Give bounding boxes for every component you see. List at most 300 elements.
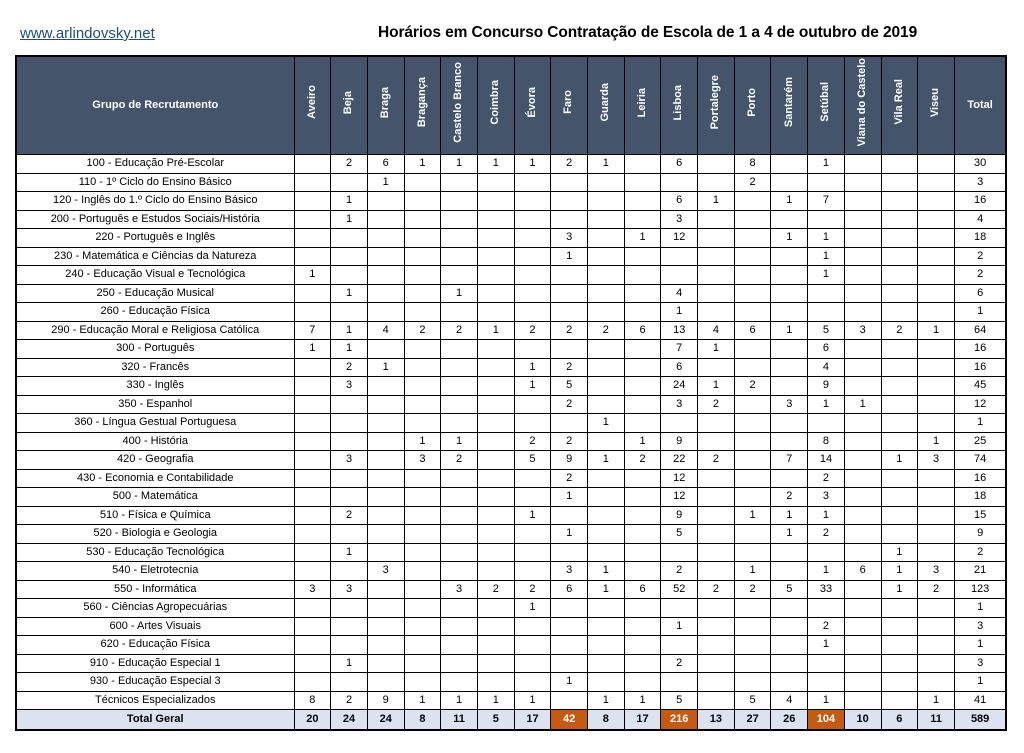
cell-lisboa: 1 [661,303,698,322]
column-header-label: Guarda [599,82,612,122]
cell-coimbra [477,173,514,192]
cell-evora [514,673,551,692]
cell-guarda [588,284,625,303]
cell-porto: 6 [734,321,771,340]
cell-evora [514,636,551,655]
row-total: 3 [954,173,1006,192]
cell-aveiro: 1 [294,266,331,285]
cell-setubal: 1 [808,229,845,248]
cell-viana-do-castelo [844,673,881,692]
column-header-santarem [771,56,808,155]
cell-guarda [588,488,625,507]
cell-guarda: 1 [588,451,625,470]
cell-viana-do-castelo [844,451,881,470]
table-row [16,636,1006,655]
row-label: 930 - Educação Especial 3 [16,673,294,692]
cell-leiria [624,506,661,525]
cell-santarem: 1 [771,525,808,544]
table-row [16,488,1006,507]
cell-braga [367,654,404,673]
cell-castelo-branco: 2 [441,451,478,470]
cell-portalegre: 2 [698,451,735,470]
cell-aveiro [294,192,331,211]
row-label: 520 - Biologia e Geologia [16,525,294,544]
cell-porto: 2 [734,173,771,192]
row-total: 16 [954,469,1006,488]
cell-braganca: 2 [404,321,441,340]
cell-braganca [404,303,441,322]
row-total: 1 [954,414,1006,433]
cell-evora [514,562,551,581]
cell-vila-real [881,210,918,229]
cell-aveiro: 1 [294,340,331,359]
cell-beja [331,636,368,655]
cell-braga: 3 [367,562,404,581]
cell-braga [367,543,404,562]
column-header-setubal [808,56,845,155]
cell-aveiro [294,155,331,174]
cell-viseu: 1 [918,321,955,340]
cell-braganca [404,340,441,359]
cell-leiria [624,488,661,507]
column-header-label: Viana do Castelo [855,58,868,147]
cell-guarda [588,617,625,636]
cell-guarda [588,599,625,618]
cell-porto [734,266,771,285]
cell-beja: 1 [331,210,368,229]
table-row [16,229,1006,248]
cell-faro [551,173,588,192]
cell-coimbra [477,340,514,359]
cell-lisboa [661,247,698,266]
cell-aveiro [294,432,331,451]
cell-evora [514,266,551,285]
total-leiria: 17 [624,710,661,731]
cell-castelo-branco [441,636,478,655]
cell-faro [551,506,588,525]
cell-beja: 1 [331,192,368,211]
cell-braganca [404,173,441,192]
cell-guarda [588,432,625,451]
column-header-label: Coimbra [489,79,502,125]
cell-aveiro [294,284,331,303]
cell-castelo-branco: 3 [441,580,478,599]
cell-setubal [808,654,845,673]
cell-guarda [588,377,625,396]
cell-leiria [624,155,661,174]
total-setubal: 104 [808,710,845,731]
cell-coimbra [477,414,514,433]
cell-braga [367,340,404,359]
cell-santarem [771,358,808,377]
row-total: 1 [954,636,1006,655]
cell-viseu [918,155,955,174]
cell-lisboa: 1 [661,617,698,636]
cell-lisboa: 12 [661,229,698,248]
cell-setubal: 3 [808,488,845,507]
cell-leiria [624,414,661,433]
cell-evora: 1 [514,691,551,710]
cell-viseu [918,247,955,266]
table-row [16,543,1006,562]
cell-castelo-branco [441,673,478,692]
cell-faro [551,266,588,285]
column-header-evora [514,56,551,155]
cell-coimbra: 1 [477,321,514,340]
cell-leiria [624,377,661,396]
cell-viana-do-castelo [844,266,881,285]
cell-castelo-branco [441,488,478,507]
cell-castelo-branco [441,599,478,618]
cell-viseu [918,266,955,285]
cell-setubal [808,414,845,433]
table-row [16,358,1006,377]
row-total: 123 [954,580,1006,599]
cell-braganca [404,192,441,211]
cell-porto: 1 [734,506,771,525]
cell-setubal: 1 [808,155,845,174]
cell-aveiro [294,247,331,266]
cell-castelo-branco [441,377,478,396]
cell-porto: 2 [734,377,771,396]
cell-porto [734,358,771,377]
cell-setubal: 33 [808,580,845,599]
cell-setubal: 2 [808,469,845,488]
cell-porto [734,229,771,248]
row-label: 560 - Ciências Agropecuárias [16,599,294,618]
cell-vila-real [881,469,918,488]
cell-setubal: 5 [808,321,845,340]
cell-porto [734,599,771,618]
cell-braganca [404,358,441,377]
row-label: 100 - Educação Pré-Escolar [16,155,294,174]
cell-leiria [624,192,661,211]
total-porto: 27 [734,710,771,731]
column-header-viana-do-castelo [844,56,881,155]
cell-beja [331,599,368,618]
cell-braga: 4 [367,321,404,340]
cell-viana-do-castelo [844,525,881,544]
column-header-viseu [918,56,955,155]
cell-evora [514,488,551,507]
row-label: 230 - Matemática e Ciências da Natureza [16,247,294,266]
cell-viana-do-castelo [844,580,881,599]
cell-guarda [588,543,625,562]
table-row [16,340,1006,359]
cell-aveiro [294,303,331,322]
cell-beja [331,229,368,248]
cell-braganca [404,414,441,433]
cell-leiria: 1 [624,229,661,248]
cell-beja: 2 [331,358,368,377]
cell-santarem [771,414,808,433]
column-header-label: Santarém [782,77,795,128]
cell-castelo-branco [441,358,478,377]
cell-braganca [404,543,441,562]
cell-viana-do-castelo [844,506,881,525]
cell-beja [331,488,368,507]
row-label: 530 - Educação Tecnológica [16,543,294,562]
cell-braga [367,506,404,525]
cell-braganca [404,229,441,248]
cell-coimbra [477,654,514,673]
cell-castelo-branco [441,414,478,433]
row-label: 300 - Português [16,340,294,359]
table-row [16,432,1006,451]
cell-setubal: 7 [808,192,845,211]
total-lisboa: 216 [661,710,698,731]
cell-vila-real [881,192,918,211]
cell-aveiro [294,673,331,692]
cell-setubal [808,673,845,692]
cell-vila-real [881,303,918,322]
cell-evora: 1 [514,155,551,174]
cell-beja [331,173,368,192]
total-geral-row [16,710,1006,731]
column-header-lisboa [661,56,698,155]
cell-portalegre [698,266,735,285]
cell-lisboa [661,673,698,692]
cell-evora [514,247,551,266]
cell-coimbra [477,506,514,525]
site-link[interactable]: www.arlindovsky.net [20,25,155,42]
cell-braganca [404,247,441,266]
cell-vila-real [881,506,918,525]
cell-evora [514,414,551,433]
cell-setubal: 14 [808,451,845,470]
cell-evora [514,395,551,414]
cell-faro [551,414,588,433]
column-header-label: Porto [745,87,758,117]
cell-lisboa: 3 [661,210,698,229]
cell-coimbra [477,229,514,248]
cell-castelo-branco [441,617,478,636]
cell-faro: 3 [551,562,588,581]
cell-porto [734,247,771,266]
cell-porto [734,673,771,692]
cell-portalegre [698,617,735,636]
cell-viseu [918,173,955,192]
cell-vila-real [881,395,918,414]
cell-evora [514,210,551,229]
cell-leiria [624,210,661,229]
cell-lisboa [661,414,698,433]
cell-leiria [624,358,661,377]
cell-vila-real [881,155,918,174]
cell-beja [331,395,368,414]
cell-leiria [624,340,661,359]
cell-beja: 3 [331,580,368,599]
column-header-label: Lisboa [672,84,685,120]
cell-coimbra [477,266,514,285]
row-total: 2 [954,266,1006,285]
cell-faro: 2 [551,155,588,174]
row-label: 420 - Geografia [16,451,294,470]
cell-viana-do-castelo [844,284,881,303]
cell-vila-real [881,525,918,544]
cell-leiria [624,303,661,322]
row-total: 18 [954,488,1006,507]
cell-viseu [918,543,955,562]
cell-braganca [404,617,441,636]
cell-portalegre [698,229,735,248]
cell-aveiro [294,488,331,507]
row-label: 110 - 1º Ciclo do Ensino Básico [16,173,294,192]
cell-vila-real [881,636,918,655]
cell-vila-real [881,691,918,710]
cell-coimbra [477,525,514,544]
cell-aveiro: 3 [294,580,331,599]
total-coimbra: 5 [477,710,514,731]
column-header-label: Setúbal [819,82,832,123]
cell-evora [514,173,551,192]
cell-lisboa: 2 [661,654,698,673]
row-total: 3 [954,617,1006,636]
cell-porto [734,525,771,544]
table-row [16,469,1006,488]
cell-vila-real: 1 [881,451,918,470]
cell-portalegre [698,247,735,266]
cell-guarda [588,247,625,266]
cell-braganca [404,284,441,303]
table-row [16,599,1006,618]
table-row [16,284,1006,303]
cell-lisboa: 52 [661,580,698,599]
cell-lisboa: 7 [661,340,698,359]
cell-portalegre [698,488,735,507]
row-label: Técnicos Especializados [16,691,294,710]
cell-vila-real: 2 [881,321,918,340]
cell-castelo-branco: 1 [441,284,478,303]
table-row [16,451,1006,470]
cell-beja: 2 [331,691,368,710]
cell-portalegre: 1 [698,192,735,211]
cell-viana-do-castelo [844,155,881,174]
cell-beja: 1 [331,284,368,303]
cell-beja [331,617,368,636]
cell-coimbra [477,358,514,377]
cell-braga: 6 [367,155,404,174]
cell-coimbra [477,377,514,396]
cell-castelo-branco [441,506,478,525]
cell-portalegre: 1 [698,340,735,359]
cell-guarda: 1 [588,562,625,581]
cell-braganca [404,395,441,414]
cell-faro [551,210,588,229]
cell-lisboa: 3 [661,395,698,414]
total-beja: 24 [331,710,368,731]
cell-portalegre [698,654,735,673]
cell-braga: 1 [367,173,404,192]
cell-lisboa: 6 [661,155,698,174]
cell-braga [367,192,404,211]
cell-vila-real [881,377,918,396]
cell-coimbra: 2 [477,580,514,599]
cell-aveiro [294,358,331,377]
column-header-label: Aveiro [305,85,318,120]
cell-porto [734,469,771,488]
cell-braganca [404,654,441,673]
cell-castelo-branco [441,654,478,673]
cell-portalegre [698,543,735,562]
cell-vila-real [881,673,918,692]
cell-braga [367,247,404,266]
cell-viseu [918,192,955,211]
cell-lisboa: 5 [661,525,698,544]
cell-vila-real: 1 [881,562,918,581]
cell-coimbra [477,247,514,266]
cell-coimbra [477,284,514,303]
cell-viana-do-castelo [844,543,881,562]
total-geral-label: Total Geral [16,710,294,731]
cell-porto [734,543,771,562]
row-label: 200 - Português e Estudos Sociais/História [16,210,294,229]
cell-castelo-branco [441,395,478,414]
row-total: 9 [954,525,1006,544]
row-total: 12 [954,395,1006,414]
cell-braganca [404,266,441,285]
cell-lisboa [661,599,698,618]
cell-guarda: 2 [588,321,625,340]
table-row [16,192,1006,211]
cell-viseu [918,340,955,359]
cell-beja: 1 [331,654,368,673]
cell-portalegre: 1 [698,377,735,396]
row-total: 1 [954,673,1006,692]
cell-castelo-branco [441,562,478,581]
cell-evora [514,229,551,248]
cell-braga [367,210,404,229]
cell-guarda [588,229,625,248]
cell-santarem: 1 [771,229,808,248]
cell-leiria [624,247,661,266]
cell-porto [734,451,771,470]
cell-braganca [404,488,441,507]
cell-viseu [918,414,955,433]
cell-castelo-branco [441,173,478,192]
cell-coimbra [477,599,514,618]
row-label: 220 - Português e Inglês [16,229,294,248]
cell-evora: 2 [514,432,551,451]
cell-santarem: 1 [771,506,808,525]
cell-leiria [624,266,661,285]
cell-viseu [918,469,955,488]
cell-viseu [918,284,955,303]
cell-lisboa: 6 [661,192,698,211]
cell-beja: 3 [331,377,368,396]
cell-vila-real [881,247,918,266]
cell-setubal: 1 [808,636,845,655]
total-braganca: 8 [404,710,441,731]
cell-guarda [588,673,625,692]
cell-guarda: 1 [588,691,625,710]
table-row [16,321,1006,340]
cell-lisboa: 24 [661,377,698,396]
cell-castelo-branco [441,192,478,211]
cell-faro [551,340,588,359]
cell-santarem: 2 [771,488,808,507]
cell-santarem: 4 [771,691,808,710]
cell-porto [734,210,771,229]
cell-coimbra: 1 [477,691,514,710]
cell-viana-do-castelo [844,432,881,451]
cell-santarem [771,284,808,303]
cell-beja [331,562,368,581]
cell-guarda [588,173,625,192]
cell-porto [734,488,771,507]
cell-santarem: 7 [771,451,808,470]
cell-braganca: 1 [404,155,441,174]
